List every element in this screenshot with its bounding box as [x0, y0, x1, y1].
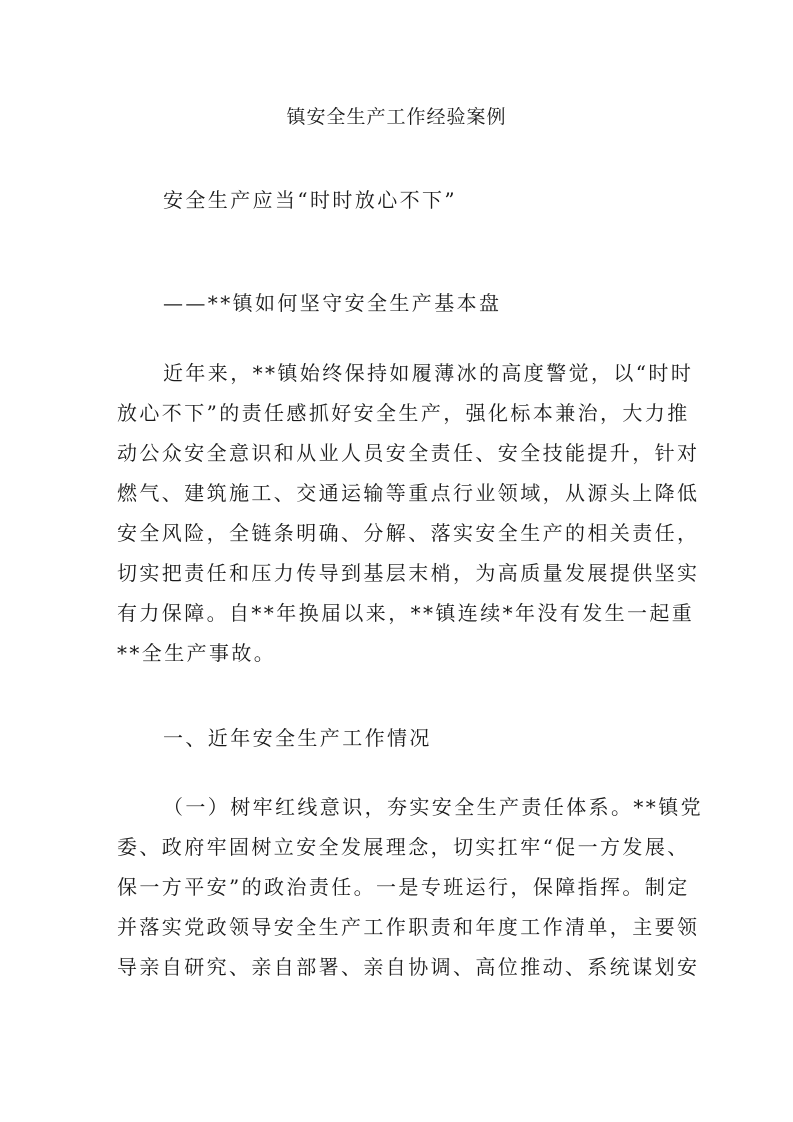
paragraph-intro	[117, 353, 700, 673]
paragraph-line: 放心不下”的责任感抓好安全生产，强化标本兼治，大力推	[117, 401, 690, 425]
paragraph-line: **全生产事故。	[117, 641, 277, 665]
paragraph-line: 导亲自研究、亲自部署、亲自协调、高位推动、系统谋划安	[117, 955, 700, 979]
document-subtitle	[117, 180, 677, 220]
subtitle-line: 安全生产应当“时时放心不下”	[163, 188, 458, 212]
paragraph-line: 并落实党政领导安全生产工作职责和年度工作清单，主要领	[117, 915, 700, 939]
paragraph-line: （一）树牢红线意识，夯实安全生产责任体系。**镇党	[163, 795, 703, 819]
paragraph-line: 切实把责任和压力传导到基层末梢，为高质量发展提供坚实	[117, 561, 700, 585]
paragraph-line: 有力保障。自**年换届以来，**镇连续*年没有发生一起重	[117, 601, 695, 625]
section-heading	[117, 718, 677, 758]
document-title: 镇安全生产工作经验案例	[286, 106, 507, 128]
paragraph-line: 委、政府牢固树立安全发展理念，切实扛牢“促一方发展、	[117, 835, 690, 859]
subtitle-line-2: ——**镇如何坚守安全生产基本盘	[163, 291, 502, 315]
paragraph-line: 安全风险，全链条明确、分解、落实安全生产的相关责任，	[117, 521, 700, 545]
document-subtitle-2	[117, 283, 677, 323]
paragraph-responsibility	[117, 787, 703, 987]
section-heading-text: 一、近年安全生产工作情况	[163, 726, 432, 750]
paragraph-line: 动公众安全意识和从业人员安全责任、安全技能提升，针对	[117, 441, 700, 465]
paragraph-line: 近年来，**镇始终保持如履薄冰的高度警觉，以“时时	[163, 361, 694, 385]
paragraph-line: 燃气、建筑施工、交通运输等重点行业领域，从源头上降低	[117, 481, 700, 505]
paragraph-line: 保一方平安”的政治责任。一是专班运行，保障指挥。制定	[117, 875, 690, 899]
